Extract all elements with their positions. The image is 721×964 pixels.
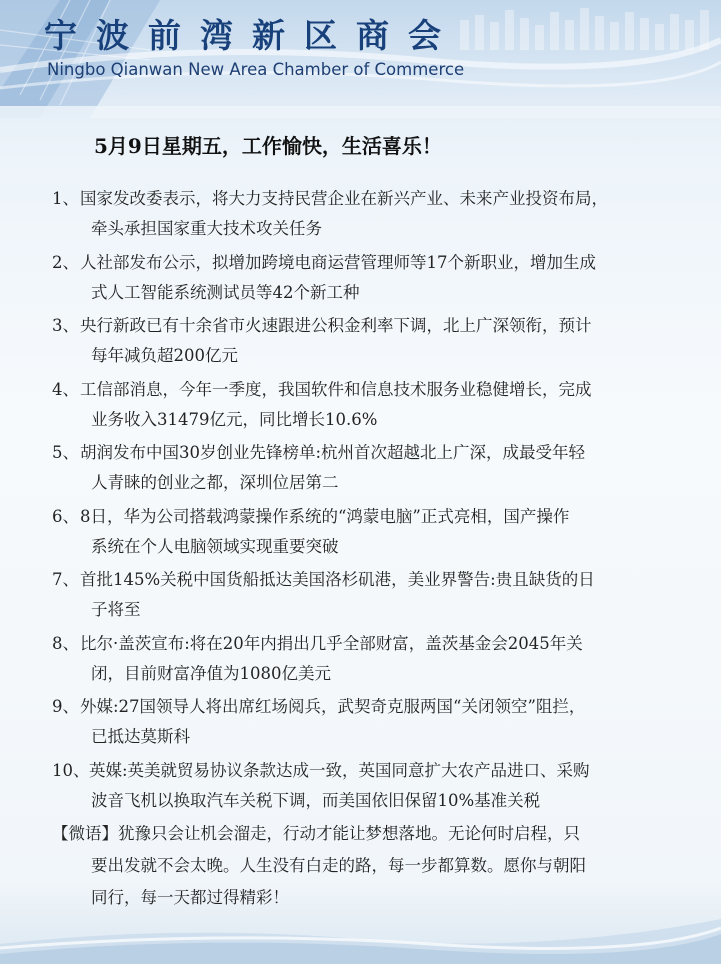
news-text-line1: 比尔·盖茨宣布:将在20年内捐出几乎全部财富，盖茨基金会2045年关 — [80, 633, 583, 653]
motto-line3: 同行，每一天都过得精彩！ — [91, 888, 289, 907]
header-banner — [0, 0, 721, 118]
news-text-line2: 牵头承担国家重大技术攻关任务 — [91, 219, 322, 238]
news-item-4 — [0, 373, 721, 436]
news-text-line2: 已抵达莫斯科 — [91, 727, 190, 746]
news-text-line1: 国家发改委表示，将大力支持民营企业在新兴产业、未来产业投资布局， — [80, 189, 608, 208]
news-item-9 — [0, 690, 721, 753]
news-text-line1: 首批145%关税中国货船抵达美国洛杉矶港，美业界警告:贵且缺货的日 — [80, 570, 595, 589]
news-text-line2: 人青睐的创业之都，深圳位居第二 — [91, 473, 339, 492]
news-list — [0, 182, 721, 817]
news-text-line1: 外媒:27国领导人将出席红场阅兵，武契奇克服两国“关闭领空”阻拦， — [80, 697, 586, 716]
footer-wave-decoration — [0, 904, 721, 964]
news-text-line1: 8日，华为公司搭载鸿蒙操作系统的“鸿蒙电脑”正式亮相，国产操作 — [80, 506, 570, 526]
news-item-5 — [0, 436, 721, 499]
news-number: 7、 — [52, 570, 79, 589]
news-text-line1: 央行新政已有十余省市火速跟进公积金利率下调，北上广深领衔，预计 — [80, 316, 592, 335]
news-text-line2: 业务收入31479亿元，同比增长10.6% — [91, 409, 378, 429]
news-item-3 — [0, 309, 721, 372]
news-number: 9、 — [52, 697, 79, 716]
news-text-line2: 子将至 — [91, 600, 141, 619]
news-text-line1: 胡润发布中国30岁创业先锋榜单:杭州首次超越北上广深，成最受年轻 — [80, 443, 586, 462]
news-text-line2: 闭，目前财富净值为1080亿美元 — [91, 663, 331, 683]
news-number: 5、 — [52, 443, 79, 462]
chamber-title-english: Ningbo Qianwan New Area Chamber of Commerce — [47, 60, 465, 79]
news-text-line2: 波音飞机以换取汽车关税下调，而美国依旧保留10%基准关税 — [91, 790, 541, 810]
news-text-line2: 每年减负超200亿元 — [91, 346, 238, 365]
news-number: 10、 — [52, 760, 90, 780]
motto-line1: 【微语】犹豫只会让机会溜走，行动才能让梦想落地。无论何时启程，只 — [52, 824, 580, 843]
news-number: 4、 — [52, 379, 79, 399]
news-item-6 — [0, 500, 721, 563]
news-number: 2、 — [52, 252, 79, 272]
news-text-line1: 人社部发布公示，拟增加跨境电商运营管理师等17个新职业，增加生成 — [80, 252, 596, 272]
motto-line2: 要出发就不会太晚。人生没有白走的路，每一步都算数。愿你与朝阳 — [91, 856, 586, 875]
news-item-1 — [0, 182, 721, 245]
chamber-title-chinese: 宁波前湾新区商会 — [44, 16, 460, 55]
news-text-line1: 英媒:英美就贸易协议条款达成一致，英国同意扩大农产品进口、采购 — [89, 760, 590, 780]
news-text-line2: 系统在个人电脑领域实现重要突破 — [91, 536, 339, 556]
news-text-line2: 式人工智能系统测试员等42个新工种 — [91, 282, 360, 302]
news-item-8 — [0, 627, 721, 690]
news-number: 6、 — [52, 506, 79, 526]
news-item-2 — [0, 246, 721, 309]
news-number: 1、 — [52, 189, 79, 208]
news-text-line1: 工信部消息，今年一季度，我国软件和信息技术服务业稳健增长，完成 — [80, 379, 592, 399]
news-item-10 — [0, 754, 721, 817]
news-item-7 — [0, 563, 721, 626]
news-number: 8、 — [52, 633, 79, 653]
greeting-heading: 5月9日星期五，工作愉快，生活喜乐！ — [94, 134, 442, 158]
news-number: 3、 — [52, 316, 79, 335]
